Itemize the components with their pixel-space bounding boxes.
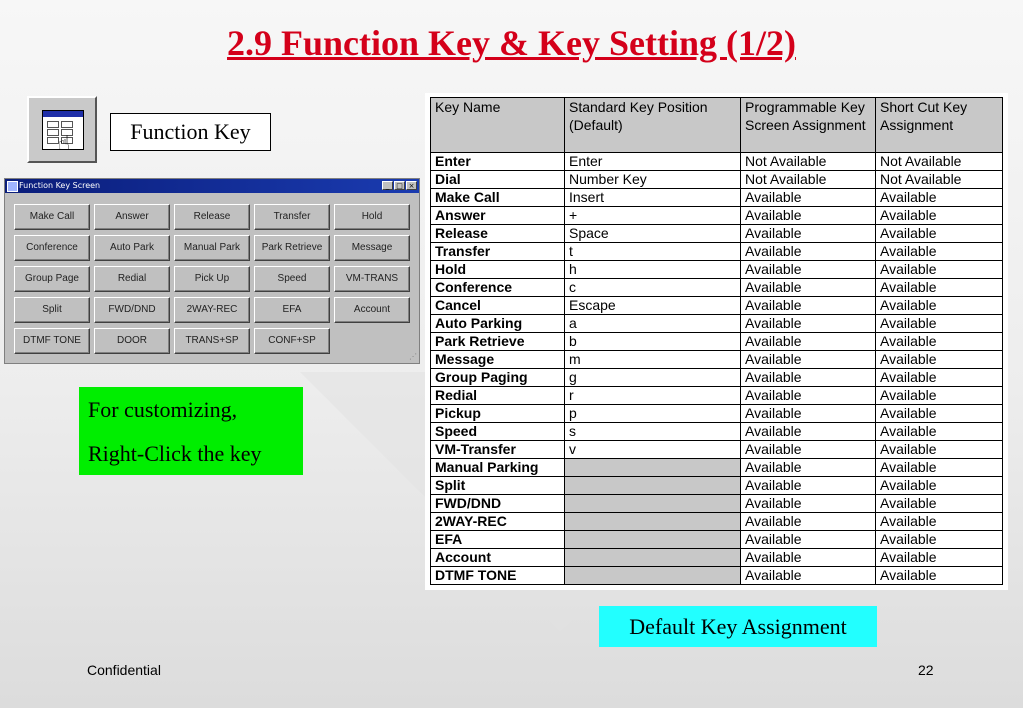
shortcut-cell: Available bbox=[876, 495, 1003, 513]
table-row bbox=[431, 459, 1003, 477]
table-row bbox=[431, 441, 1003, 459]
shortcut-cell: Available bbox=[876, 441, 1003, 459]
shortcut-cell: Available bbox=[876, 387, 1003, 405]
function-key-button[interactable]: Transfer bbox=[254, 204, 330, 230]
default-key-assignment-label: Default Key Assignment bbox=[599, 606, 877, 647]
standard-position-cell: t bbox=[565, 243, 741, 261]
window-title: Function Key Screen bbox=[19, 181, 101, 190]
key-name-cell: Manual Parking bbox=[431, 459, 565, 477]
shortcut-cell: Available bbox=[876, 513, 1003, 531]
shortcut-cell: Available bbox=[876, 333, 1003, 351]
key-name-cell: Pickup bbox=[431, 405, 565, 423]
key-name-cell: Account bbox=[431, 549, 565, 567]
customize-note-line2: Right-Click the key bbox=[88, 441, 262, 466]
shortcut-cell: Available bbox=[876, 459, 1003, 477]
table-row bbox=[431, 495, 1003, 513]
shortcut-cell: Available bbox=[876, 477, 1003, 495]
standard-position-cell bbox=[565, 477, 741, 495]
shortcut-cell: Available bbox=[876, 315, 1003, 333]
pointer-hand-icon: ☝ bbox=[58, 131, 71, 155]
standard-position-cell: b bbox=[565, 333, 741, 351]
function-key-button[interactable]: Auto Park bbox=[94, 235, 170, 261]
key-name-cell: FWD/DND bbox=[431, 495, 565, 513]
function-key-button[interactable]: Manual Park bbox=[174, 235, 250, 261]
shortcut-cell: Available bbox=[876, 279, 1003, 297]
function-key-button[interactable]: Redial bbox=[94, 266, 170, 292]
shortcut-cell: Available bbox=[876, 549, 1003, 567]
standard-position-cell: a bbox=[565, 315, 741, 333]
programmable-cell: Available bbox=[741, 243, 876, 261]
programmable-cell: Available bbox=[741, 495, 876, 513]
key-name-cell: DTMF TONE bbox=[431, 567, 565, 585]
programmable-cell: Available bbox=[741, 513, 876, 531]
function-key-button[interactable]: VM-TRANS bbox=[334, 266, 410, 292]
programmable-cell: Available bbox=[741, 441, 876, 459]
shortcut-cell: Available bbox=[876, 261, 1003, 279]
key-name-cell: Make Call bbox=[431, 189, 565, 207]
standard-position-cell: s bbox=[565, 423, 741, 441]
standard-position-cell: Space bbox=[565, 225, 741, 243]
table-row bbox=[431, 405, 1003, 423]
key-assignment-table-panel bbox=[425, 93, 1008, 590]
shortcut-cell: Available bbox=[876, 567, 1003, 585]
programmable-cell: Available bbox=[741, 189, 876, 207]
table-row bbox=[431, 171, 1003, 189]
shortcut-cell: Available bbox=[876, 225, 1003, 243]
key-name-cell: Cancel bbox=[431, 297, 565, 315]
standard-position-cell: Insert bbox=[565, 189, 741, 207]
standard-position-cell: c bbox=[565, 279, 741, 297]
programmable-cell: Available bbox=[741, 459, 876, 477]
table-row bbox=[431, 513, 1003, 531]
slide-title: 2.9 Function Key & Key Setting (1/2) bbox=[227, 23, 796, 63]
window-titlebar[interactable] bbox=[5, 179, 419, 193]
function-key-button[interactable]: Speed bbox=[254, 266, 330, 292]
close-icon[interactable]: × bbox=[406, 181, 417, 190]
table-row bbox=[431, 477, 1003, 495]
table-row bbox=[431, 261, 1003, 279]
programmable-cell: Available bbox=[741, 225, 876, 243]
function-key-button[interactable]: Park Retrieve bbox=[254, 235, 330, 261]
key-name-cell: Conference bbox=[431, 279, 565, 297]
programmable-cell: Not Available bbox=[741, 171, 876, 189]
function-key-button[interactable]: Hold bbox=[334, 204, 410, 230]
function-key-icon[interactable] bbox=[27, 96, 97, 163]
header-programmable: Programmable Key Screen Assignment bbox=[741, 98, 876, 153]
programmable-cell: Available bbox=[741, 387, 876, 405]
function-key-button[interactable]: Release bbox=[174, 204, 250, 230]
key-name-cell: Split bbox=[431, 477, 565, 495]
minimize-icon[interactable]: _ bbox=[382, 181, 393, 190]
key-name-cell: Redial bbox=[431, 387, 565, 405]
shortcut-cell: Available bbox=[876, 423, 1003, 441]
key-name-cell: Group Paging bbox=[431, 369, 565, 387]
function-key-button[interactable]: Conference bbox=[14, 235, 90, 261]
key-name-cell: Park Retrieve bbox=[431, 333, 565, 351]
function-key-button[interactable]: Account bbox=[334, 297, 410, 323]
standard-position-cell: Enter bbox=[565, 153, 741, 171]
table-row bbox=[431, 279, 1003, 297]
programmable-cell: Available bbox=[741, 279, 876, 297]
table-row bbox=[431, 207, 1003, 225]
function-key-button[interactable]: CONF+SP bbox=[254, 328, 330, 354]
standard-position-cell: m bbox=[565, 351, 741, 369]
standard-position-cell: Escape bbox=[565, 297, 741, 315]
programmable-cell: Available bbox=[741, 297, 876, 315]
table-row bbox=[431, 351, 1003, 369]
shortcut-cell: Available bbox=[876, 189, 1003, 207]
standard-position-cell bbox=[565, 567, 741, 585]
table-row bbox=[431, 369, 1003, 387]
function-key-button[interactable]: Message bbox=[334, 235, 410, 261]
key-name-cell: Dial bbox=[431, 171, 565, 189]
programmable-cell: Available bbox=[741, 315, 876, 333]
programmable-cell: Available bbox=[741, 333, 876, 351]
app-icon bbox=[7, 181, 18, 192]
table-row bbox=[431, 333, 1003, 351]
key-name-cell: Speed bbox=[431, 423, 565, 441]
key-name-cell: VM-Transfer bbox=[431, 441, 565, 459]
table-row bbox=[431, 567, 1003, 585]
function-key-button[interactable]: 2WAY-REC bbox=[174, 297, 250, 323]
footer-confidential: Confidential bbox=[87, 662, 161, 678]
standard-position-cell: v bbox=[565, 441, 741, 459]
table-row bbox=[431, 387, 1003, 405]
programmable-cell: Available bbox=[741, 567, 876, 585]
function-key-button[interactable]: Answer bbox=[94, 204, 170, 230]
key-name-cell: Transfer bbox=[431, 243, 565, 261]
key-assignment-table bbox=[430, 97, 1003, 585]
page-number: 22 bbox=[918, 662, 934, 678]
table-row bbox=[431, 225, 1003, 243]
function-key-button[interactable]: DTMF TONE bbox=[14, 328, 90, 354]
header-standard-position: Standard Key Position (Default) bbox=[565, 98, 741, 153]
function-key-button[interactable]: Split bbox=[14, 297, 90, 323]
programmable-cell: Not Available bbox=[741, 153, 876, 171]
table-row bbox=[431, 153, 1003, 171]
header-shortcut: Short Cut Key Assignment bbox=[876, 98, 1003, 153]
table-row bbox=[431, 189, 1003, 207]
function-key-button[interactable]: Make Call bbox=[14, 204, 90, 230]
shortcut-cell: Available bbox=[876, 243, 1003, 261]
standard-position-cell: r bbox=[565, 387, 741, 405]
standard-position-cell: + bbox=[565, 207, 741, 225]
shortcut-cell: Not Available bbox=[876, 153, 1003, 171]
programmable-cell: Available bbox=[741, 261, 876, 279]
programmable-cell: Available bbox=[741, 207, 876, 225]
programmable-cell: Available bbox=[741, 477, 876, 495]
function-key-screen-window bbox=[4, 178, 420, 364]
function-key-button[interactable]: TRANS+SP bbox=[174, 328, 250, 354]
key-name-cell: EFA bbox=[431, 531, 565, 549]
key-name-cell: Message bbox=[431, 351, 565, 369]
standard-position-cell: p bbox=[565, 405, 741, 423]
customize-note bbox=[79, 387, 303, 475]
key-name-cell: 2WAY-REC bbox=[431, 513, 565, 531]
customize-note-line1: For customizing, bbox=[88, 397, 238, 422]
function-key-button[interactable]: Pick Up bbox=[174, 266, 250, 292]
function-key-button[interactable]: DOOR bbox=[94, 328, 170, 354]
table-row bbox=[431, 531, 1003, 549]
function-key-button[interactable]: EFA bbox=[254, 297, 330, 323]
shortcut-cell: Available bbox=[876, 405, 1003, 423]
programmable-cell: Available bbox=[741, 405, 876, 423]
programmable-cell: Available bbox=[741, 423, 876, 441]
programmable-cell: Available bbox=[741, 531, 876, 549]
shortcut-cell: Available bbox=[876, 351, 1003, 369]
programmable-cell: Available bbox=[741, 351, 876, 369]
standard-position-cell: Number Key bbox=[565, 171, 741, 189]
key-name-cell: Enter bbox=[431, 153, 565, 171]
key-name-cell: Hold bbox=[431, 261, 565, 279]
function-key-button[interactable]: Group Page bbox=[14, 266, 90, 292]
resize-grip-icon[interactable]: ⋰ bbox=[409, 352, 417, 361]
shortcut-cell: Not Available bbox=[876, 171, 1003, 189]
function-key-label: Function Key bbox=[110, 113, 271, 151]
standard-position-cell bbox=[565, 495, 741, 513]
table-row bbox=[431, 423, 1003, 441]
maximize-icon[interactable]: □ bbox=[394, 181, 405, 190]
function-key-button[interactable]: FWD/DND bbox=[94, 297, 170, 323]
table-row bbox=[431, 297, 1003, 315]
standard-position-cell bbox=[565, 513, 741, 531]
shortcut-cell: Available bbox=[876, 207, 1003, 225]
standard-position-cell bbox=[565, 549, 741, 567]
table-header-row bbox=[431, 98, 1003, 153]
header-key-name: Key Name bbox=[431, 98, 565, 153]
programmable-cell: Available bbox=[741, 549, 876, 567]
key-name-cell: Release bbox=[431, 225, 565, 243]
key-name-cell: Auto Parking bbox=[431, 315, 565, 333]
programmable-cell: Available bbox=[741, 369, 876, 387]
table-row bbox=[431, 549, 1003, 567]
table-row bbox=[431, 243, 1003, 261]
standard-position-cell bbox=[565, 531, 741, 549]
shortcut-cell: Available bbox=[876, 297, 1003, 315]
standard-position-cell: g bbox=[565, 369, 741, 387]
standard-position-cell: h bbox=[565, 261, 741, 279]
key-name-cell: Answer bbox=[431, 207, 565, 225]
shortcut-cell: Available bbox=[876, 531, 1003, 549]
table-row bbox=[431, 315, 1003, 333]
standard-position-cell bbox=[565, 459, 741, 477]
shortcut-cell: Available bbox=[876, 369, 1003, 387]
